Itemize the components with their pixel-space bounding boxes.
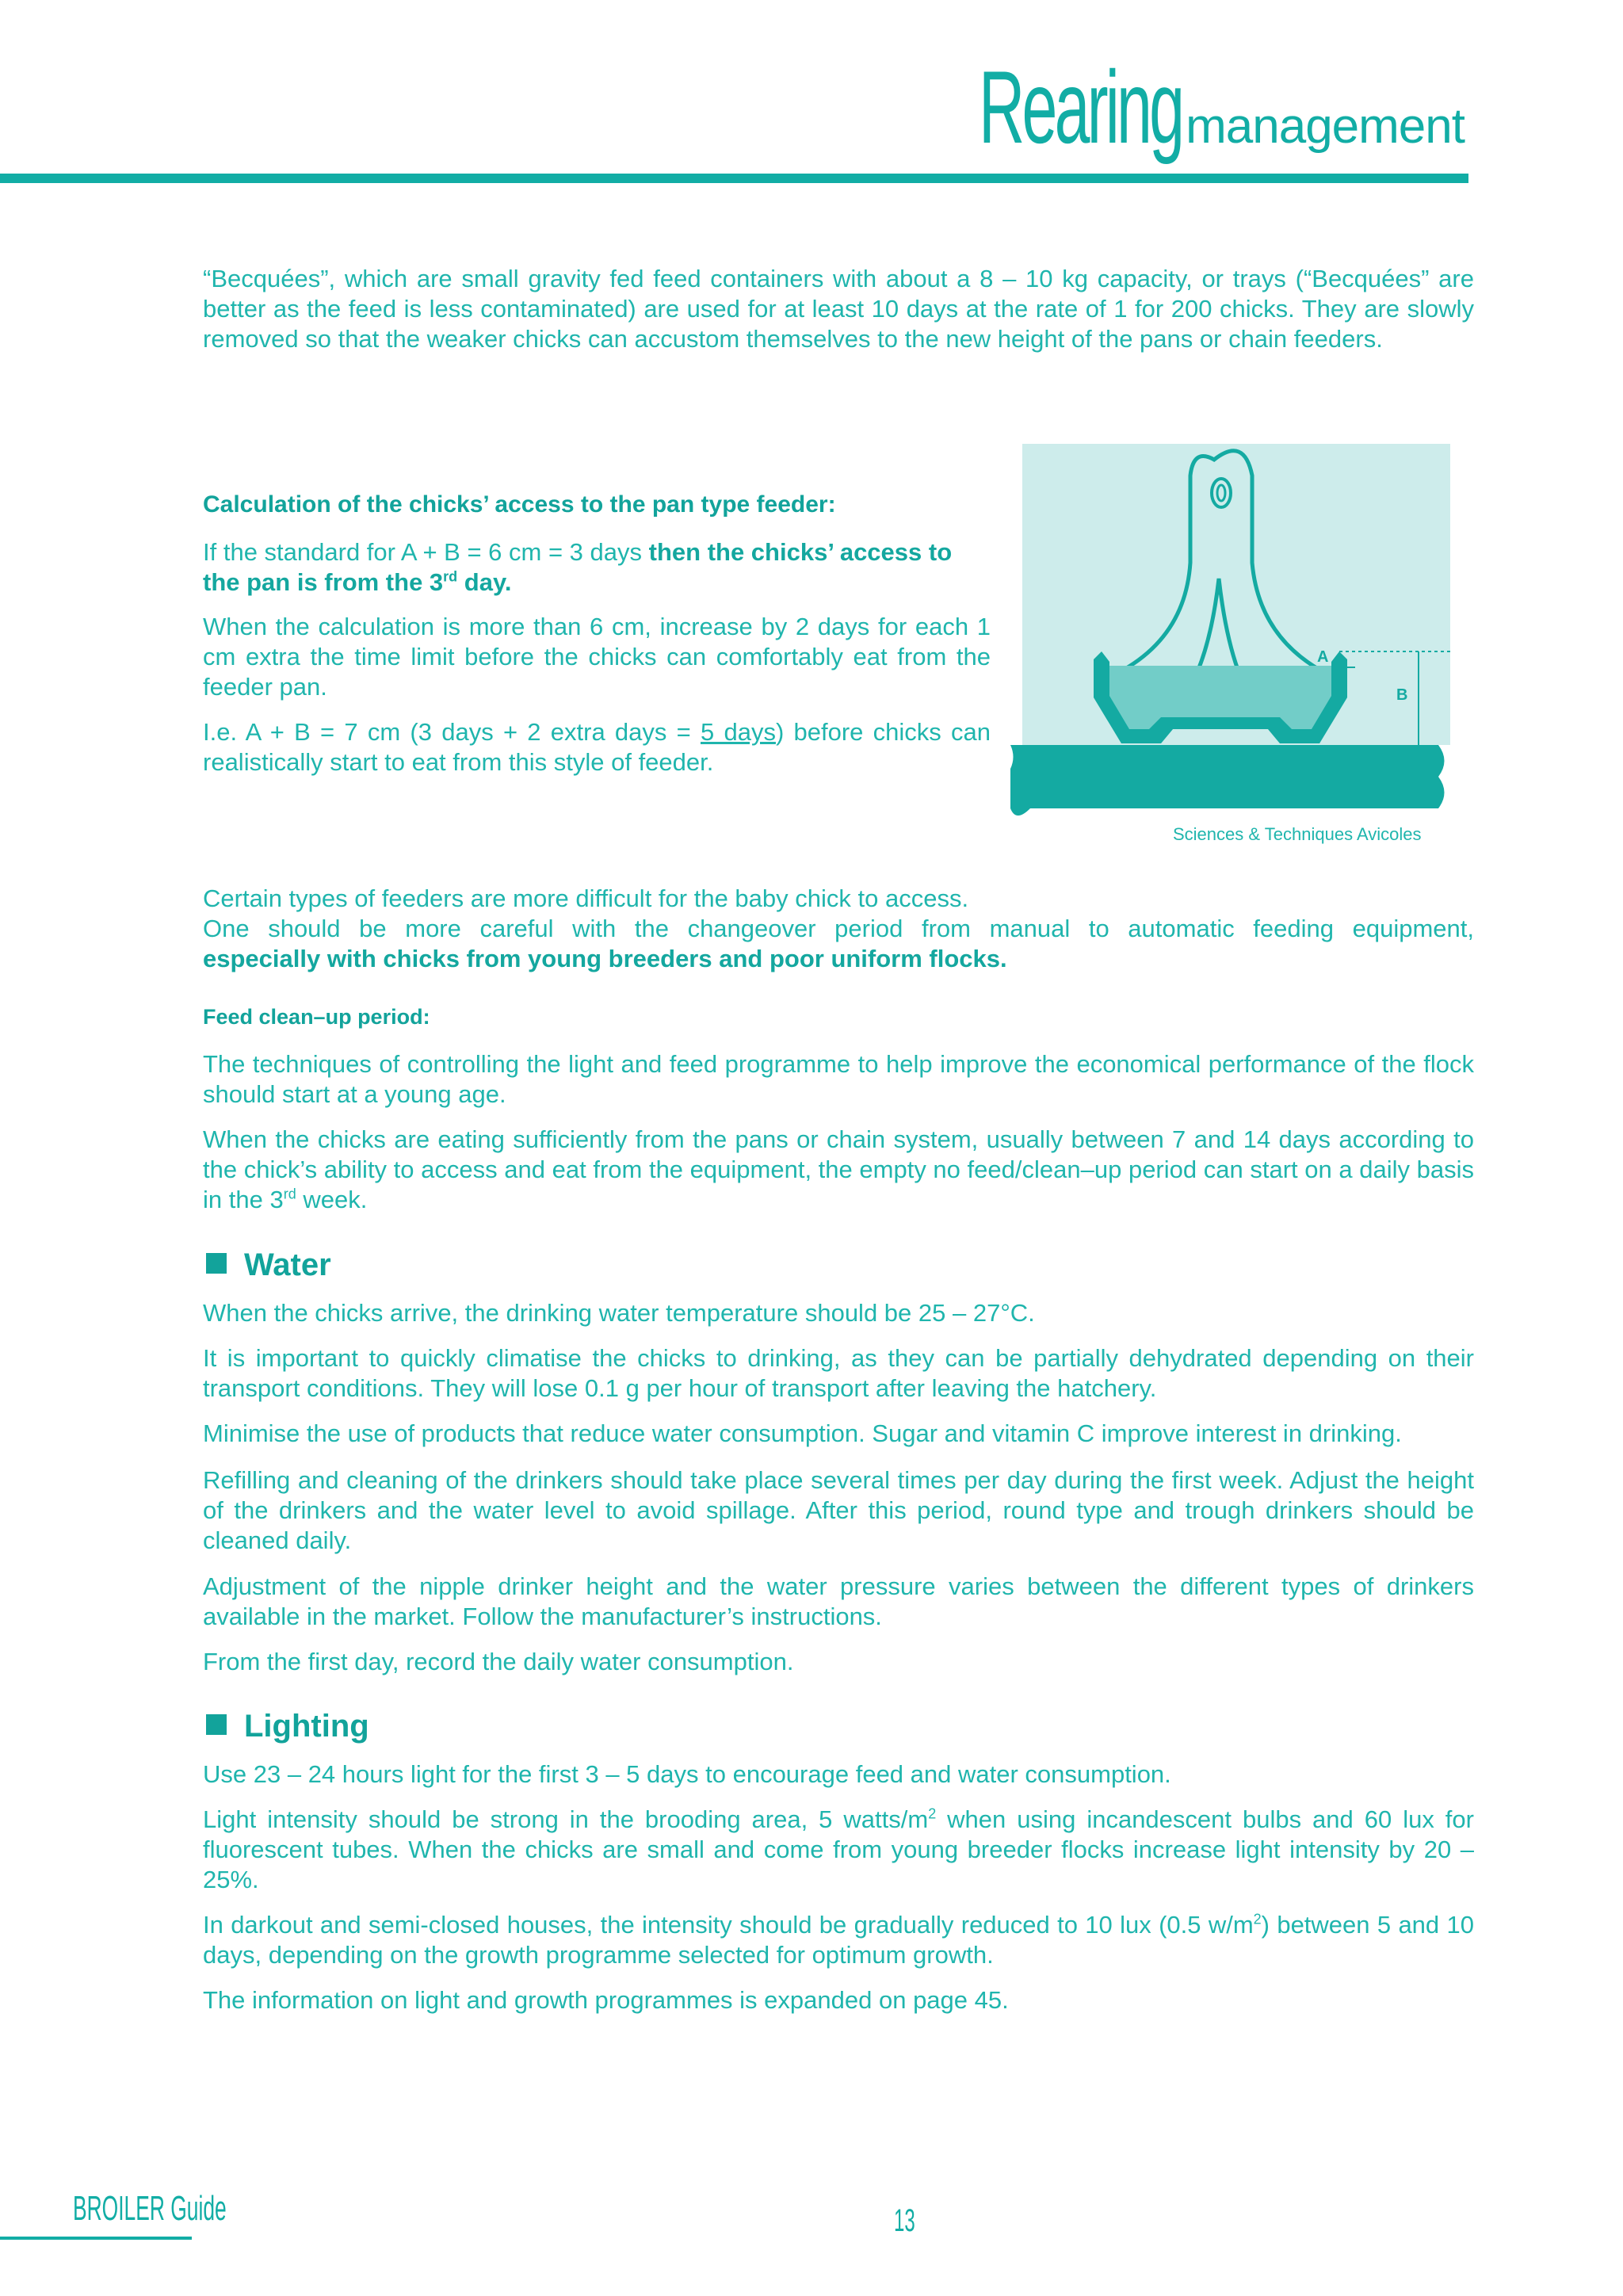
lighting-paragraph-1: Use 23 – 24 hours light for the first 3 – 5 days to encourage feed and water consumption. xyxy=(203,1760,1171,1788)
calc-paragraph-1 xyxy=(203,537,995,598)
water-paragraph-2: It is important to quickly climatise the chicks to drinking, as they can be partially dehydrated depending on their transport conditions. They will lose 0.1 g per hour of transport after leaving the hatchery. xyxy=(203,1344,1474,1402)
square-bullet-icon xyxy=(206,1253,227,1274)
lighting-p3-a: In darkout and semi-closed houses, the intensity should be gradually reduced to 10 lux (0.5 w/m xyxy=(203,1911,1254,1939)
lighting-p2-sup: 2 xyxy=(928,1805,937,1822)
water-paragraph-5: Adjustment of the nipple drinker height and the water pressure varies between the different types of drinkers available in the market. Follow the manufacturer’s instructions. xyxy=(203,1572,1474,1630)
calc-p3-b: ) before chicks can realistically start to eat from this style of feeder. xyxy=(203,718,991,776)
certain-line-2: One should be more careful with the changeover period from manual to automatic feeding equipment, xyxy=(203,915,1474,942)
certain-line-3: especially with chicks from young breeders and poor uniform flocks. xyxy=(203,945,1007,972)
pan-feeder-illustration xyxy=(1006,444,1450,816)
lighting-paragraph-4: The information on light and growth programmes is expanded on page 45. xyxy=(203,1986,1009,2014)
square-bullet-icon xyxy=(206,1714,227,1735)
water-paragraph-4: Refilling and cleaning of the drinkers should take place several times per day during the first week. Adjust the height of the drinkers and the water level to avoid spillage. After this period, round type and trough drinkers should be cleaned daily. xyxy=(203,1466,1474,1554)
lighting-p3-b: ) between 5 and 10 days, depending on the growth programme selected for optimum growth. xyxy=(203,1911,1474,1969)
diagram-label-b: B xyxy=(1396,686,1408,704)
lighting-paragraph-3 xyxy=(203,1910,1474,1970)
calc-paragraph-2: When the calculation is more than 6 cm, increase by 2 days for each 1 cm extra the time limit before the chicks can comfortably eat from the feeder pan. xyxy=(203,613,991,701)
figure-credit: Sciences & Techniques Avicoles xyxy=(1173,824,1422,844)
water-heading-text: Water xyxy=(244,1247,331,1282)
page-number: 13 xyxy=(894,2203,915,2238)
calc-heading: Calculation of the chicks’ access to the pan type feeder: xyxy=(203,491,836,518)
cleanup-paragraph-1: The techniques of controlling the light and feed programme to help improve the economical performance of the flock should start at a young age. xyxy=(203,1050,1474,1108)
water-paragraph-3: Minimise the use of products that reduce water consumption. Sugar and vitamin C improve interest in drinking. xyxy=(203,1419,1402,1447)
cleanup-p2-sup: rd xyxy=(283,1186,296,1202)
calc-p1-a: If the standard for A + B = 6 cm = 3 days xyxy=(203,538,649,566)
page-title-sub: management xyxy=(1186,99,1465,154)
cleanup-paragraph-2 xyxy=(203,1125,1474,1215)
lighting-paragraph-2 xyxy=(203,1805,1474,1895)
lighting-heading xyxy=(206,1709,369,1744)
header-rule xyxy=(0,174,1468,183)
lighting-p3-sup: 2 xyxy=(1253,1911,1262,1927)
diagram-label-a: A xyxy=(1317,648,1329,666)
cleanup-p2-a: When the chicks are eating sufficiently from the pans or chain system, usually between 7 and 14 days according to the chick’s ability to access and eat from the equipment, the empty no feed/clean–up period can start on a daily basis in the 3 xyxy=(203,1125,1474,1213)
cleanup-p2-b: week. xyxy=(296,1186,368,1213)
diagram-floor xyxy=(1010,745,1445,816)
certain-line-1: Certain types of feeders are more difficult for the baby chick to access. xyxy=(203,884,969,912)
lighting-heading-text: Lighting xyxy=(244,1709,369,1744)
water-heading xyxy=(206,1247,331,1283)
calc-p3-a: I.e. A + B = 7 cm (3 days + 2 extra days = xyxy=(203,718,701,746)
water-paragraph-6: From the first day, record the daily water consumption. xyxy=(203,1648,794,1675)
calc-paragraph-3 xyxy=(203,717,991,777)
calc-p1-b: then the chicks’ access to the pan is from the 3 xyxy=(203,538,953,596)
calc-p1-c: day. xyxy=(457,568,512,596)
page-title-main: Rearing xyxy=(979,49,1182,165)
footer-rule xyxy=(0,2237,192,2240)
lighting-p2-b: when using incandescent bulbs and 60 lux for fluorescent tubes. When the chicks are small and come from young breeder flocks increase light intensity by 20 – 25%. xyxy=(203,1805,1474,1893)
page-title xyxy=(854,49,1465,165)
cleanup-heading: Feed clean–up period: xyxy=(203,1005,430,1029)
water-paragraph-1: When the chicks arrive, the drinking water temperature should be 25 – 27°C. xyxy=(203,1299,1035,1327)
intro-paragraph: “Becquées”, which are small gravity fed feed containers with about a 8 – 10 kg capacity, or trays (“Becquées” are better as the feed is less contaminated) are used for at least 10 days at the rate of 1 for 200 chicks. They are slowly removed so that the weaker chicks can accustom themselves to the new height of the pans or chain feeders. xyxy=(203,265,1474,353)
pan-feeder-diagram xyxy=(1006,444,1450,816)
calc-p3-underlined: 5 days xyxy=(700,718,776,746)
calc-p1-sup: rd xyxy=(443,568,458,585)
footer-guide-title: BROILER Guide xyxy=(73,2189,227,2228)
lighting-p2-a: Light intensity should be strong in the brooding area, 5 watts/m xyxy=(203,1805,929,1833)
